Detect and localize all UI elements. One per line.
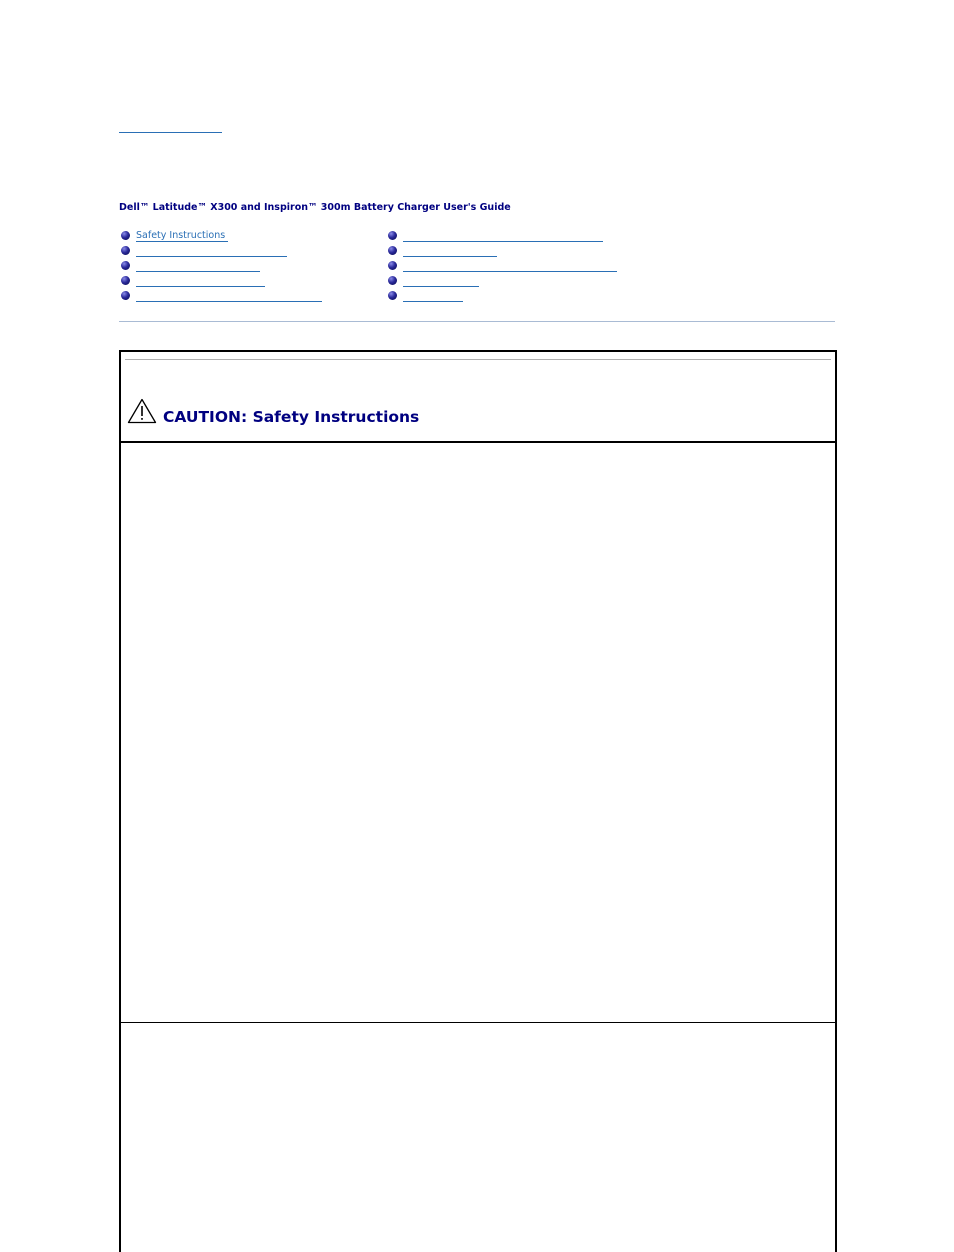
bullet-icon — [121, 291, 130, 300]
toc-link[interactable] — [403, 245, 497, 257]
document-title: Dell™ Latitude™ X300 and Inspiron™ 300m Battery Charger User's Guide — [119, 202, 511, 213]
toc-link[interactable] — [136, 260, 260, 272]
toc-item — [121, 228, 322, 243]
toc-item — [121, 288, 322, 303]
bullet-icon — [121, 231, 130, 240]
toc-item — [388, 228, 617, 243]
toc-link[interactable] — [403, 260, 617, 272]
bullet-icon — [121, 246, 130, 255]
bullet-icon — [388, 246, 397, 255]
toc-item — [388, 243, 617, 258]
bullet-icon — [388, 261, 397, 270]
toc-right-column — [388, 228, 617, 303]
toc-item — [121, 243, 322, 258]
toc-item — [121, 273, 322, 288]
top-nav-link[interactable] — [119, 119, 222, 133]
toc-link[interactable] — [403, 230, 603, 242]
toc-link-safety-instructions[interactable]: Safety Instructions — [136, 229, 229, 241]
toc-link[interactable] — [136, 275, 265, 287]
toc-item — [388, 258, 617, 273]
toc-item — [388, 273, 617, 288]
inner-divider — [125, 359, 831, 360]
bullet-icon — [388, 291, 397, 300]
caution-header — [121, 352, 835, 443]
warning-triangle-icon — [127, 398, 157, 424]
toc-link[interactable] — [403, 275, 479, 287]
toc-link[interactable] — [403, 290, 463, 302]
bullet-icon — [388, 276, 397, 285]
toc-left-column — [121, 228, 322, 303]
bullet-icon — [388, 231, 397, 240]
caution-title: CAUTION: Safety Instructions — [163, 408, 420, 426]
toc-item — [388, 288, 617, 303]
horizontal-divider — [119, 321, 835, 322]
caution-body-section — [121, 443, 835, 1023]
toc-link[interactable] — [136, 290, 322, 302]
toc-link[interactable] — [136, 245, 287, 257]
bullet-icon — [121, 276, 130, 285]
caution-table — [119, 350, 837, 1252]
toc-item — [121, 258, 322, 273]
bullet-icon — [121, 261, 130, 270]
